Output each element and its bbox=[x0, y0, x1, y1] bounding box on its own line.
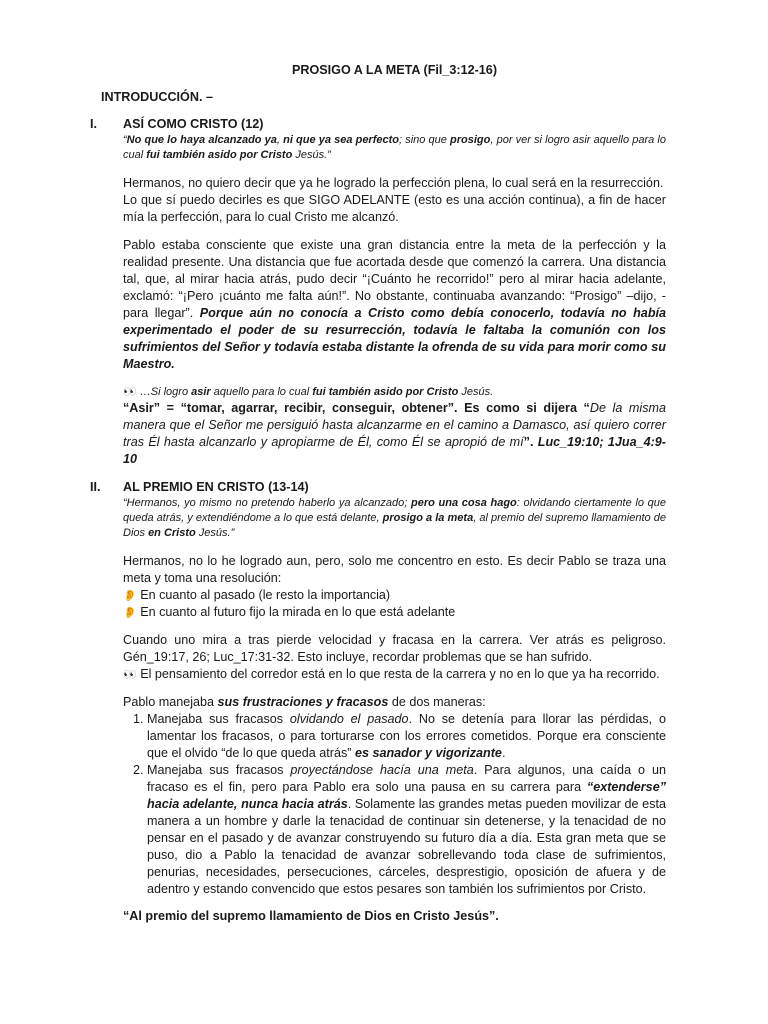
list-item: 1. Manejaba sus fracasos olvidando el pasado. No se detenía para llorar las pérdidas, o lamentar los fracasos, o para torturarse con los errores cometidos. Porque era consciente que el olvido “de lo que queda atrás” es sanador y vigorizante. bbox=[147, 711, 666, 762]
document-title: PROSIGO A LA META (Fil_3:12-16) bbox=[291, 63, 498, 77]
section-2-number: II. bbox=[90, 480, 101, 494]
section-2-list bbox=[123, 711, 666, 898]
section-1-heading bbox=[90, 116, 666, 133]
eyes-icon: 👀 bbox=[123, 668, 137, 681]
section-1-verse: “No que lo haya alcanzado ya, ni que ya sea perfecto; sino que prosigo, por ver si logro asir aquello para lo cual fui también asido por Cristo Jesús.” bbox=[123, 134, 666, 161]
ear-icon: 👂 bbox=[123, 606, 137, 619]
section-2-heading bbox=[90, 479, 666, 496]
list-item: 2. Manejaba sus fracasos proyectándose hacía una meta. Para algunos, una caída o un fracaso es el fin, pero para Pablo era solo una pausa en su carrera para “extenderse” hacia adelante, nunca hacia atrás. Solamente las grandes metas pueden movilizar de esta manera a un hombre y darle la tenacidad de continuar sin detenerse, y la tenacidad de no pensar en el pasado y de avanzar construyendo su futuro día a día. Esta gran meta que se puso, dio a Pablo la tenacidad de avanzar sobrellevando toda clase de sufrimientos, penurias, necesidades, persecuciones, cárceles, desprestigio, oposición de afuera y de adentro y estando convencido que estos pesares son también los sufrimientos por Cristo. bbox=[147, 762, 666, 898]
section-1-number: I. bbox=[90, 117, 97, 131]
section-1-note: 👀 …Si logro asir aquello para lo cual fui también asido por Cristo Jesús. bbox=[123, 385, 494, 398]
closing-quote: “Al premio del supremo llamamiento de Dios en Cristo Jesús”. bbox=[123, 909, 499, 923]
section-1-paragraph-3: Pablo estaba consciente que existe una gran distancia entre la meta de la perfección y la realidad presente. Una distancia que fue acortada desde que comenzó la carrera. Una distancia tal, que, al mirar hacia atrás, pudo decir “¡Cuánto he recorrido!” pero al mirar hacia adelante, exclamó: “¡Pero ¡cuánto me falta aún!”. No obstante, continuaba avanzando: “Prosigo” –dijo, - para llegar”. Porque aún no conocía a Cristo como debía conocerlo, todavía no había experimentado el poder de su resurrección, todavía le faltaba la comunión con los sufrimientos del Señor y todavía estaba distante la ofrenda de su vida para morir como su Maestro. bbox=[123, 238, 667, 371]
intro-heading: INTRODUCCIÓN. – bbox=[101, 90, 213, 104]
section-2-paragraph-1: Hermanos, no lo he logrado aun, pero, solo me concentro en esto. Es decir Pablo se traza una meta y toma una resolución: bbox=[123, 554, 666, 585]
section-1-title: ASÍ COMO CRISTO (12) bbox=[123, 117, 264, 131]
section-2-bullet-2: 👂 En cuanto al futuro fijo la mirada en lo que está adelante bbox=[123, 605, 456, 619]
section-2-bullet-1: 👂 En cuanto al pasado (le resto la importancia) bbox=[123, 588, 391, 602]
eyes-icon: 👀 bbox=[123, 385, 137, 398]
section-2-title: AL PREMIO EN CRISTO (13-14) bbox=[123, 480, 309, 494]
section-2-paragraph-2: Cuando uno mira a tras pierde velocidad y fracasa en la carrera. Ver atrás es peligroso. Gén_19:17, 26; Luc_17:31-32. Esto incluye, recordar problemas que se han sufrido. bbox=[123, 633, 666, 664]
section-2-verse: “Hermanos, yo mismo no pretendo haberlo ya alcanzado; pero una cosa hago: olvidando ciertamente lo que queda atrás, y extendiéndome a lo que está delante, prosigo a la meta, al premio del supremo llamamiento de Dios en Cristo Jesús.” bbox=[123, 497, 666, 539]
section-1-asir-definition: “Asir” = “tomar, agarrar, recibir, conseguir, obtener”. Es como si dijera “De la misma manera que el Señor me persiguió hasta alcanzarme en el camino a Damasco, así quiero correr tras Él hasta alcanzarlo y apropiarme de Él, como Él se apropió de mí”. Luc_19:10; 1Jua_4:9-10 bbox=[123, 401, 666, 466]
section-1-paragraph-2: Lo que sí puedo decirles es que SIGO ADELANTE (esto es una acción continua), a fin de hacer mía la perfección, para lo cual Cristo me alcanzó. bbox=[123, 193, 666, 224]
ear-icon: 👂 bbox=[123, 589, 137, 602]
section-1-paragraph-1: Hermanos, no quiero decir que ya he logrado la perfección plena, lo cual será en la resurrección. bbox=[123, 176, 664, 190]
section-2-paragraph-3: 👀 El pensamiento del corredor está en lo que resta de la carrera y no en lo que ya ha recorrido. bbox=[123, 667, 660, 681]
section-2-paragraph-4: Pablo manejaba sus frustraciones y fracasos de dos maneras: bbox=[123, 695, 486, 709]
